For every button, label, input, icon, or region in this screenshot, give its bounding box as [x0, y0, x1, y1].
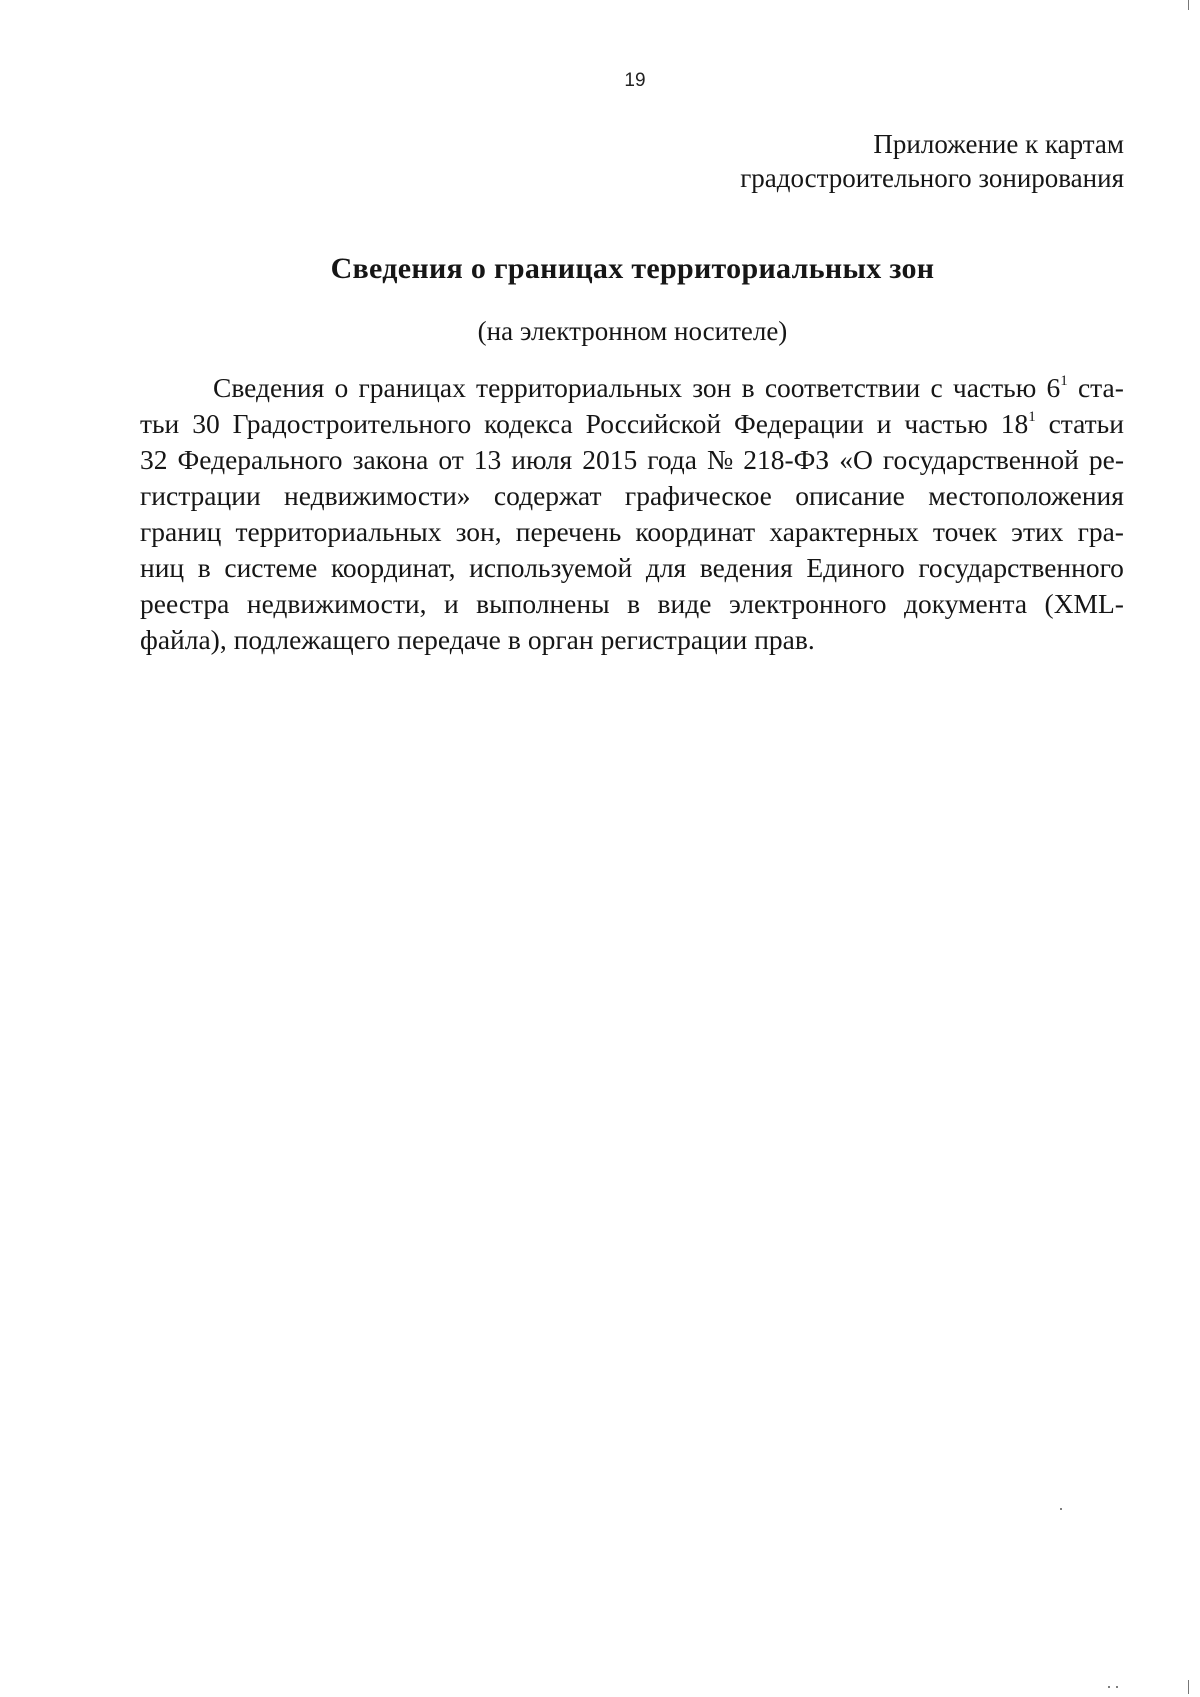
word: гистрации: [140, 480, 261, 511]
scan-edge-mark: [1188, 1680, 1189, 1694]
word: документа: [904, 588, 1028, 619]
word: виде: [657, 588, 712, 619]
scan-edge-mark: [1188, 0, 1189, 10]
word: частью: [952, 372, 1037, 403]
word: 6: [1046, 372, 1061, 403]
word: кодекса: [484, 408, 573, 439]
word: ведения: [699, 552, 793, 583]
word: этих: [1011, 516, 1064, 547]
word: года: [647, 444, 697, 475]
word: зон: [692, 372, 732, 403]
word: орган: [527, 624, 594, 655]
word: содержат: [493, 480, 602, 511]
word: ста-: [1077, 372, 1124, 403]
word: используемой: [469, 552, 633, 583]
word: прав.: [754, 624, 815, 655]
scan-speck: [1108, 1686, 1110, 1688]
word: электронного: [728, 588, 887, 619]
word: №: [707, 444, 734, 475]
word: недвижимости»: [284, 480, 471, 511]
paragraph-line: [140, 586, 1124, 622]
word: государственной: [882, 444, 1079, 475]
word: 218-ФЗ: [743, 444, 830, 475]
word: 32: [140, 444, 168, 475]
word: 30: [192, 408, 220, 439]
word: (XML-: [1044, 588, 1124, 619]
word: июля: [511, 444, 573, 475]
word: границах: [358, 372, 466, 403]
word: ре-: [1088, 444, 1124, 475]
word: ниц: [140, 552, 185, 583]
word: характерных: [769, 516, 919, 547]
word: местоположения: [928, 480, 1124, 511]
word-with-superscript: [1001, 406, 1036, 442]
word: для: [645, 552, 687, 583]
word: 18: [1000, 408, 1029, 439]
word: «О: [839, 444, 873, 475]
word: файла),: [140, 624, 227, 655]
superscript: 1: [1060, 373, 1068, 389]
word: границ: [140, 516, 222, 547]
word: Российской: [585, 408, 722, 439]
word: частью: [904, 408, 988, 439]
word: перечень: [515, 516, 622, 547]
word: выполнены: [476, 588, 610, 619]
word: координат,: [330, 552, 456, 583]
word: 2015: [582, 444, 638, 475]
superscript: 1: [1028, 409, 1036, 425]
word: координат: [635, 516, 756, 547]
word: Градостроительного: [232, 408, 472, 439]
word: передаче: [397, 624, 501, 655]
word: 13: [473, 444, 502, 475]
word: в: [627, 588, 641, 619]
word: в: [197, 552, 211, 583]
word: и: [876, 408, 892, 439]
paragraph-line: [140, 406, 1124, 442]
paragraph-line: [140, 370, 1124, 406]
page-number: 19: [624, 70, 646, 91]
word-with-superscript: [1046, 370, 1067, 406]
word: зон,: [455, 516, 502, 547]
word: в: [741, 372, 755, 403]
appendix-note: [740, 127, 1124, 195]
word: закона: [352, 444, 429, 475]
word: графическое: [624, 480, 772, 511]
word: тьи: [140, 408, 180, 439]
word: статьи: [1048, 408, 1124, 439]
document-title: Сведения о границах территориальных зон: [330, 252, 935, 285]
scan-speck: [1116, 1686, 1118, 1688]
body-paragraph: [140, 370, 1124, 658]
word: системе: [224, 552, 318, 583]
word: гра-: [1077, 516, 1124, 547]
appendix-note-line: Приложение к картам: [873, 129, 1124, 159]
paragraph-line: [140, 514, 1124, 550]
word: Федерального: [177, 444, 343, 475]
paragraph-line: [140, 622, 1124, 658]
word: в: [507, 624, 521, 655]
word: подлежащего: [233, 624, 391, 655]
word: государственного: [918, 552, 1124, 583]
scan-speck: [1060, 1508, 1062, 1510]
document-subtitle: (на электронном носителе): [477, 316, 788, 346]
word: с: [930, 372, 943, 403]
word: и: [443, 588, 459, 619]
word: территориальных: [235, 516, 442, 547]
word: точек: [932, 516, 998, 547]
word: от: [438, 444, 464, 475]
word: реестра: [140, 588, 230, 619]
word: Единого: [806, 552, 905, 583]
appendix-note-line: градостроительного зонирования: [740, 163, 1124, 193]
word: о: [334, 372, 349, 403]
paragraph-line: [140, 442, 1124, 478]
paragraph-line: [140, 550, 1124, 586]
word: Сведения: [213, 372, 325, 403]
word: Федерации: [734, 408, 864, 439]
paragraph-line: [140, 478, 1124, 514]
word: территориальных: [476, 372, 683, 403]
word: соответствии: [764, 372, 921, 403]
word: описание: [795, 480, 905, 511]
word: регистрации: [600, 624, 748, 655]
word: недвижимости,: [246, 588, 427, 619]
